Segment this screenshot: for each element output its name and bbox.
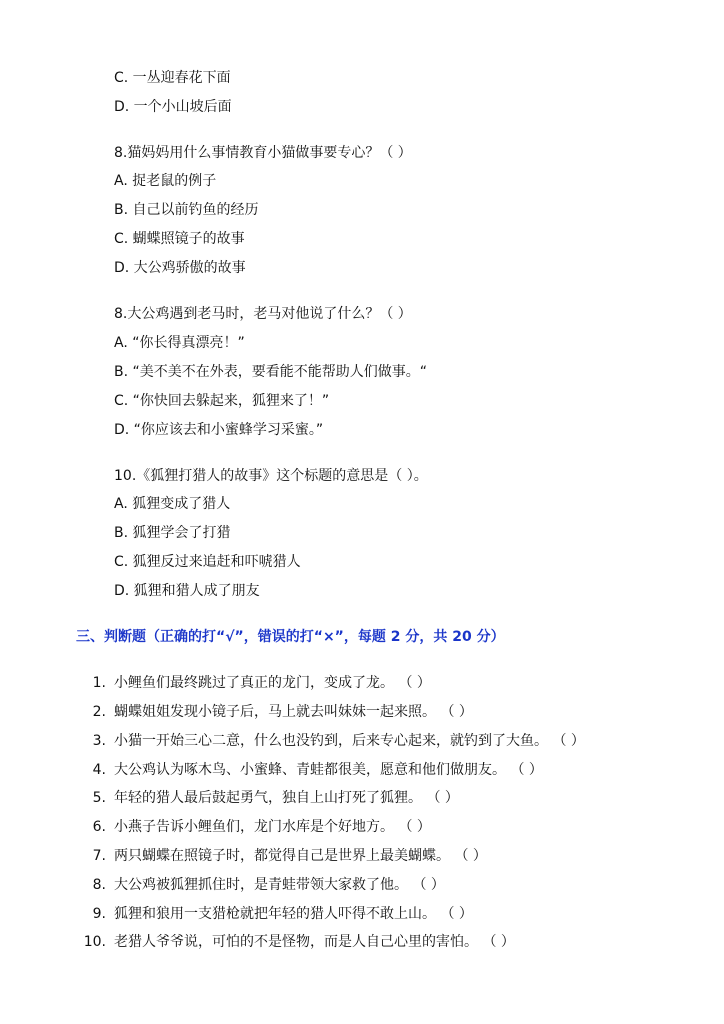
q8a-option-a: A. 捉老鼠的例子: [114, 173, 217, 189]
tf-item-text: 小鲤鱼们最终跳过了真正的龙门，变成了龙。 （ ）: [114, 675, 431, 691]
tf-item-text: 小燕子告诉小鲤鱼们，龙门水库是个好地方。 （ ）: [114, 819, 431, 835]
tf-item-text: 小猫一开始三心二意，什么也没钓到，后来专心起来，就钓到了大鱼。 （ ）: [114, 733, 585, 749]
q8a-option-c: C. 蝴蝶照镜子的故事: [114, 231, 245, 247]
tf-item-number: 10.: [83, 934, 106, 950]
q10-option-b: B. 狐狸学会了打猎: [114, 525, 231, 541]
tf-item-number: 7.: [92, 848, 106, 864]
tf-item-text: 老猎人爷爷说，可怕的不是怪物，而是人自己心里的害怕。 （ ）: [114, 934, 515, 950]
q10-option-d: D. 狐狸和猎人成了朋友: [114, 583, 260, 599]
tf-item-number: 8.: [92, 877, 106, 893]
q8b-option-d: D. “你应该去和小蜜蜂学习采蜜。”: [114, 422, 324, 438]
q10-option-a: A. 狐狸变成了猎人: [114, 496, 231, 512]
tf-item-number: 5.: [92, 790, 106, 806]
q8a-question: 8.猫妈妈用什么事情教育小猫做事要专心？（ ）: [114, 145, 412, 161]
tf-item-text: 两只蝴蝶在照镜子时，都觉得自己是世界上最美蝴蝶。 （ ）: [114, 848, 487, 864]
q10-question: 10.《狐狸打猎人的故事》这个标题的意思是（ ）。: [114, 468, 428, 484]
tf-item-number: 2.: [92, 704, 106, 720]
tf-item-number: 6.: [92, 819, 106, 835]
tf-item-number: 9.: [92, 906, 106, 922]
tf-item-text: 年轻的猎人最后鼓起勇气，独自上山打死了狐狸。 （ ）: [114, 790, 459, 806]
tf-item-text: 大公鸡被狐狸抓住时，是青蛙带领大家救了他。 （ ）: [114, 877, 445, 893]
q8a-option-b: B. 自己以前钓鱼的经历: [114, 202, 259, 218]
q7-option-c: C. 一丛迎春花下面: [114, 70, 231, 86]
tf-item-number: 4.: [92, 762, 106, 778]
q8b-option-b: B. “美不美不在外表，要看能不能帮助人们做事。“: [114, 364, 428, 380]
section-3-heading: 三、判断题（正确的打“√”，错误的打“×”，每题 2 分，共 20 分）: [76, 629, 505, 645]
tf-item-text: 大公鸡认为啄木鸟、小蜜蜂、青蛙都很美，愿意和他们做朋友。 （ ）: [114, 762, 543, 778]
tf-item-text: 蝴蝶姐姐发现小镜子后，马上就去叫妹妹一起来照。 （ ）: [114, 704, 473, 720]
q10-option-c: C. 狐狸反过来追赶和吓唬猎人: [114, 554, 301, 570]
tf-item-number: 1.: [92, 675, 106, 691]
q8b-question: 8.大公鸡遇到老马时，老马对他说了什么？（ ）: [114, 306, 412, 322]
q8b-option-c: C. “你快回去躲起来，狐狸来了！”: [114, 393, 330, 409]
q7-option-d: D. 一个小山坡后面: [114, 99, 232, 115]
q8b-option-a: A. “你长得真漂亮！”: [114, 335, 245, 351]
q8a-option-d: D. 大公鸡骄傲的故事: [114, 260, 246, 276]
tf-item-text: 狐狸和狼用一支猎枪就把年轻的猎人吓得不敢上山。 （ ）: [114, 906, 473, 922]
tf-item-number: 3.: [92, 733, 106, 749]
